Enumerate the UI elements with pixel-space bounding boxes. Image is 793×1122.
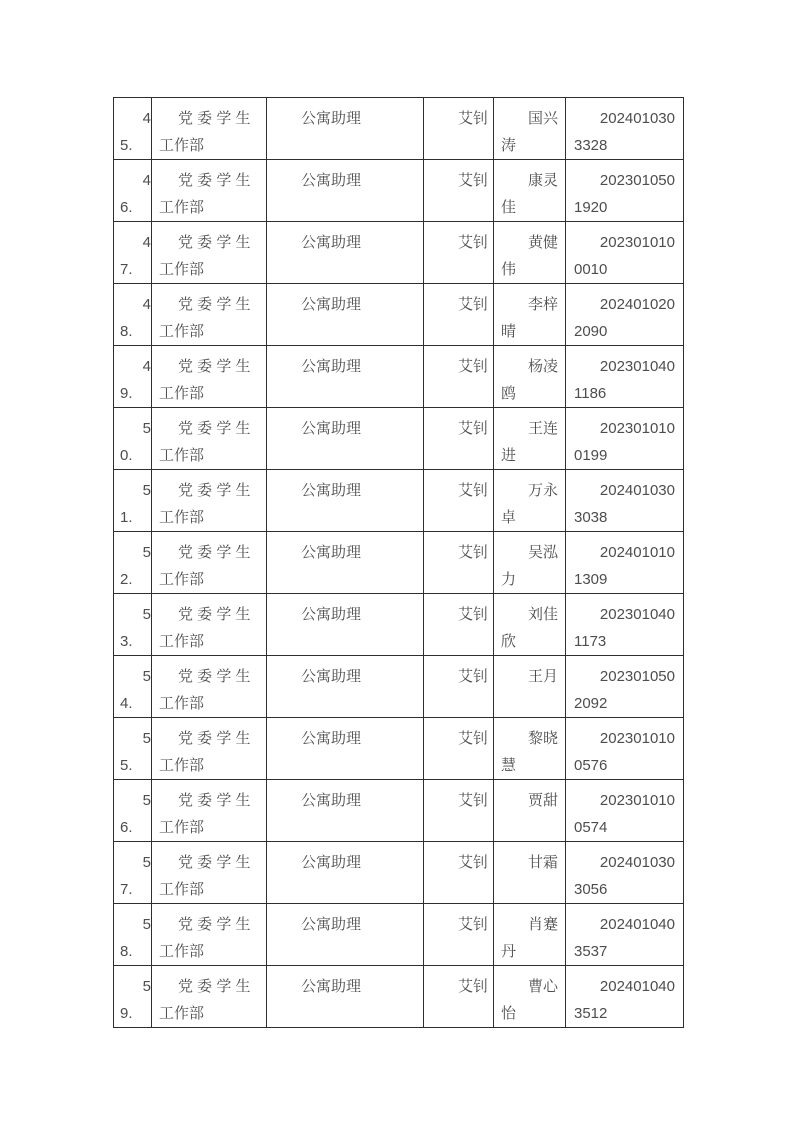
cell-text-line: 公寓助理 [301,358,362,375]
cell-text-line: 王连 [527,420,558,437]
cell-text-line: 卓 [501,509,517,526]
position-cell [267,160,424,222]
cell-text-line: 9. [120,385,133,402]
supervisor-cell [424,842,494,904]
cell-text-line: 5 [142,978,151,995]
cell-text-line: 公寓助理 [301,234,362,251]
cell-text-line: 工作部 [159,447,205,464]
department-cell [152,222,267,284]
cell-text-line: 佳 [501,199,517,216]
department-cell [152,470,267,532]
cell-text-line: 工作部 [159,199,205,216]
student-name-cell [494,284,566,346]
table-row [114,98,684,160]
cell-text-line: 1186 [574,385,607,402]
cell-text-line: 202301010 [599,730,675,747]
cell-text-line: 202401030 [599,854,675,871]
cell-text-line: 公寓助理 [301,606,362,623]
position-cell [267,532,424,594]
cell-text-line: 8. [120,943,133,960]
cell-text-line: 4 [142,172,151,189]
table-row [114,160,684,222]
supervisor-cell [424,160,494,222]
cell-text-line: 202401040 [599,978,675,995]
student-id-cell [566,346,684,408]
cell-text-line: 5 [142,916,151,933]
cell-text-line: 1173 [574,633,607,650]
row-number-cell [114,842,152,904]
student-name-cell [494,594,566,656]
cell-text-line: 艾钊 [457,978,488,995]
supervisor-cell [424,718,494,780]
cell-text-line: 6. [120,199,133,216]
supervisor-cell [424,780,494,842]
cell-text-line: 7. [120,881,133,898]
cell-text-line: 9. [120,1005,133,1022]
cell-text-line: 202301010 [599,420,675,437]
cell-text-line [494,814,565,841]
cell-text-line: 3537 [574,943,608,960]
cell-text-line: 工作部 [159,261,205,278]
cell-text-line: 5 [142,792,151,809]
position-cell [267,966,424,1028]
cell-text-line: 进 [501,447,517,464]
department-cell [152,160,267,222]
position-cell [267,718,424,780]
cell-text-line: 工作部 [159,571,205,588]
cell-text-line: 党 委 学 生 [178,978,251,995]
department-cell [152,966,267,1028]
cell-text-line: 1. [120,509,133,526]
cell-text-line: 艾钊 [457,792,488,809]
cell-text-line: 0576 [574,757,608,774]
cell-text-line: 6. [120,819,133,836]
cell-text-line: 鸥 [501,385,517,402]
cell-text-line: 0199 [574,447,608,464]
cell-text-line: 党 委 学 生 [178,358,251,375]
department-cell [152,284,267,346]
table-row [114,656,684,718]
cell-text-line: 8. [120,323,133,340]
position-cell [267,656,424,718]
row-number-cell [114,408,152,470]
cell-text-line: 公寓助理 [301,544,362,561]
department-cell [152,408,267,470]
cell-text-line: 工作部 [159,943,205,960]
cell-text-line: 4 [142,234,151,251]
cell-text-line: 5 [142,420,151,437]
cell-text-line: 艾钊 [457,420,488,437]
cell-text-line: 黄健 [527,234,558,251]
row-number-cell [114,718,152,780]
cell-text-line: 5 [142,668,151,685]
student-name-cell [494,656,566,718]
cell-text-line: 吴泓 [527,544,558,561]
table-row [114,222,684,284]
row-number-cell [114,98,152,160]
cell-text-line: 甘霜 [527,854,558,871]
position-cell [267,470,424,532]
cell-text-line: 202401010 [599,544,675,561]
cell-text-line: 党 委 学 生 [178,792,251,809]
cell-text-line: 艾钊 [457,482,488,499]
cell-text-line: 3328 [574,137,608,154]
cell-text-line: 0574 [574,819,608,836]
cell-text-line: 党 委 学 生 [178,668,251,685]
cell-text-line: 党 委 学 生 [178,854,251,871]
student-name-cell [494,842,566,904]
cell-text-line: 公寓助理 [301,110,362,127]
cell-text-line: 公寓助理 [301,792,362,809]
cell-text-line: 丹 [501,943,517,960]
cell-text-line: 公寓助理 [301,420,362,437]
row-number-cell [114,780,152,842]
position-cell [267,842,424,904]
cell-text-line: 公寓助理 [301,172,362,189]
cell-text-line: 李梓 [527,296,558,313]
cell-text-line: 0010 [574,261,608,278]
cell-text-line: 2. [120,571,133,588]
student-name-cell [494,346,566,408]
position-cell [267,222,424,284]
department-cell [152,346,267,408]
cell-text-line: 伟 [501,261,517,278]
cell-text-line: 工作部 [159,509,205,526]
student-id-cell [566,222,684,284]
cell-text-line: 5 [142,730,151,747]
cell-text-line: 王月 [527,668,558,685]
cell-text-line: 党 委 学 生 [178,916,251,933]
cell-text-line: 工作部 [159,137,205,154]
supervisor-cell [424,532,494,594]
cell-text-line: 202301050 [599,668,675,685]
cell-text-line: 202301050 [599,172,675,189]
position-cell [267,346,424,408]
department-cell [152,656,267,718]
cell-text-line: 3. [120,633,133,650]
cell-text-line: 202301010 [599,234,675,251]
roster-table-body [114,98,684,1028]
cell-text-line: 1920 [574,199,608,216]
cell-text-line: 党 委 学 生 [178,110,251,127]
cell-text-line: 黎晓 [527,730,558,747]
cell-text-line: 艾钊 [457,172,488,189]
table-row [114,842,684,904]
student-name-cell [494,222,566,284]
position-cell [267,780,424,842]
cell-text-line: 工作部 [159,323,205,340]
cell-text-line: 艾钊 [457,854,488,871]
row-number-cell [114,656,152,718]
row-number-cell [114,346,152,408]
student-id-cell [566,470,684,532]
table-row [114,346,684,408]
cell-text-line: 艾钊 [457,730,488,747]
table-row [114,966,684,1028]
cell-text-line: 杨凌 [527,358,558,375]
student-name-cell [494,532,566,594]
student-id-cell [566,98,684,160]
cell-text-line: 力 [501,571,517,588]
position-cell [267,408,424,470]
position-cell [267,594,424,656]
cell-text-line: 肖蹇 [527,916,558,933]
student-id-cell [566,160,684,222]
department-cell [152,532,267,594]
student-name-cell [494,904,566,966]
student-id-cell [566,594,684,656]
supervisor-cell [424,284,494,346]
supervisor-cell [424,904,494,966]
supervisor-cell [424,222,494,284]
cell-text-line: 5. [120,757,133,774]
table-row [114,718,684,780]
cell-text-line: 党 委 学 生 [178,482,251,499]
cell-text-line: 4 [142,296,151,313]
student-name-cell [494,470,566,532]
cell-text-line: 万永 [527,482,558,499]
cell-text-line: 艾钊 [457,544,488,561]
cell-text-line: 公寓助理 [301,916,362,933]
cell-text-line: 艾钊 [457,358,488,375]
supervisor-cell [424,98,494,160]
cell-text-line: 7. [120,261,133,278]
cell-text-line: 202401030 [599,110,675,127]
cell-text-line: 艾钊 [457,916,488,933]
cell-text-line: 党 委 学 生 [178,296,251,313]
department-cell [152,904,267,966]
cell-text-line: 公寓助理 [301,296,362,313]
student-id-cell [566,780,684,842]
cell-text-line: 工作部 [159,819,205,836]
cell-text-line: 5 [142,482,151,499]
student-name-cell [494,98,566,160]
supervisor-cell [424,594,494,656]
row-number-cell [114,904,152,966]
cell-text-line: 2090 [574,323,608,340]
cell-text-line: 公寓助理 [301,668,362,685]
cell-text-line: 党 委 学 生 [178,420,251,437]
row-number-cell [114,532,152,594]
cell-text-line: 怡 [501,1005,517,1022]
student-id-cell [566,904,684,966]
cell-text-line: 艾钊 [457,606,488,623]
cell-text-line: 刘佳 [527,606,558,623]
row-number-cell [114,160,152,222]
row-number-cell [114,222,152,284]
student-name-cell [494,160,566,222]
cell-text-line: 公寓助理 [301,482,362,499]
row-number-cell [114,966,152,1028]
position-cell [267,904,424,966]
cell-text-line [494,690,565,717]
cell-text-line: 工作部 [159,757,205,774]
cell-text-line [494,876,565,903]
table-row [114,532,684,594]
supervisor-cell [424,346,494,408]
cell-text-line: 党 委 学 生 [178,730,251,747]
cell-text-line: 工作部 [159,385,205,402]
cell-text-line: 0. [120,447,133,464]
cell-text-line: 5 [142,606,151,623]
cell-text-line: 工作部 [159,881,205,898]
cell-text-line: 党 委 学 生 [178,172,251,189]
cell-text-line: 202301040 [599,606,675,623]
supervisor-cell [424,408,494,470]
student-id-cell [566,408,684,470]
cell-text-line: 公寓助理 [301,854,362,871]
cell-text-line: 涛 [501,137,517,154]
department-cell [152,98,267,160]
cell-text-line: 202301040 [599,358,675,375]
student-name-cell [494,780,566,842]
cell-text-line: 5 [142,854,151,871]
department-cell [152,594,267,656]
cell-text-line: 202401040 [599,916,675,933]
supervisor-cell [424,966,494,1028]
table-row [114,284,684,346]
student-id-cell [566,718,684,780]
cell-text-line: 4 [142,110,151,127]
cell-text-line: 公寓助理 [301,730,362,747]
table-row [114,780,684,842]
student-id-cell [566,966,684,1028]
table-row [114,904,684,966]
cell-text-line: 工作部 [159,633,205,650]
cell-text-line: 202401020 [599,296,675,313]
cell-text-line: 3512 [574,1005,608,1022]
cell-text-line: 慧 [501,757,517,774]
assistant-roster-table [113,97,684,1028]
cell-text-line: 党 委 学 生 [178,544,251,561]
table-row [114,408,684,470]
department-cell [152,718,267,780]
cell-text-line: 欣 [501,633,517,650]
cell-text-line: 4 [142,358,151,375]
row-number-cell [114,594,152,656]
cell-text-line: 国兴 [527,110,558,127]
table-row [114,594,684,656]
cell-text-line: 曹心 [527,978,558,995]
position-cell [267,284,424,346]
student-name-cell [494,408,566,470]
student-id-cell [566,842,684,904]
supervisor-cell [424,470,494,532]
cell-text-line: 艾钊 [457,110,488,127]
cell-text-line: 工作部 [159,695,205,712]
department-cell [152,842,267,904]
cell-text-line: 贾甜 [527,792,558,809]
supervisor-cell [424,656,494,718]
cell-text-line: 公寓助理 [301,978,362,995]
cell-text-line: 3056 [574,881,608,898]
cell-text-line: 党 委 学 生 [178,234,251,251]
cell-text-line: 艾钊 [457,296,488,313]
cell-text-line: 4. [120,695,133,712]
row-number-cell [114,470,152,532]
cell-text-line: 1309 [574,571,608,588]
cell-text-line: 202401030 [599,482,675,499]
cell-text-line: 艾钊 [457,668,488,685]
cell-text-line: 3038 [574,509,608,526]
cell-text-line: 党 委 学 生 [178,606,251,623]
student-id-cell [566,656,684,718]
student-id-cell [566,284,684,346]
student-name-cell [494,966,566,1028]
table-row [114,470,684,532]
cell-text-line: 艾钊 [457,234,488,251]
cell-text-line: 工作部 [159,1005,205,1022]
row-number-cell [114,284,152,346]
cell-text-line: 康灵 [527,172,558,189]
cell-text-line: 2092 [574,695,608,712]
student-id-cell [566,532,684,594]
cell-text-line: 5 [142,544,151,561]
department-cell [152,780,267,842]
cell-text-line: 晴 [501,323,517,340]
cell-text-line: 5. [120,137,133,154]
student-name-cell [494,718,566,780]
cell-text-line: 202301010 [599,792,675,809]
position-cell [267,98,424,160]
